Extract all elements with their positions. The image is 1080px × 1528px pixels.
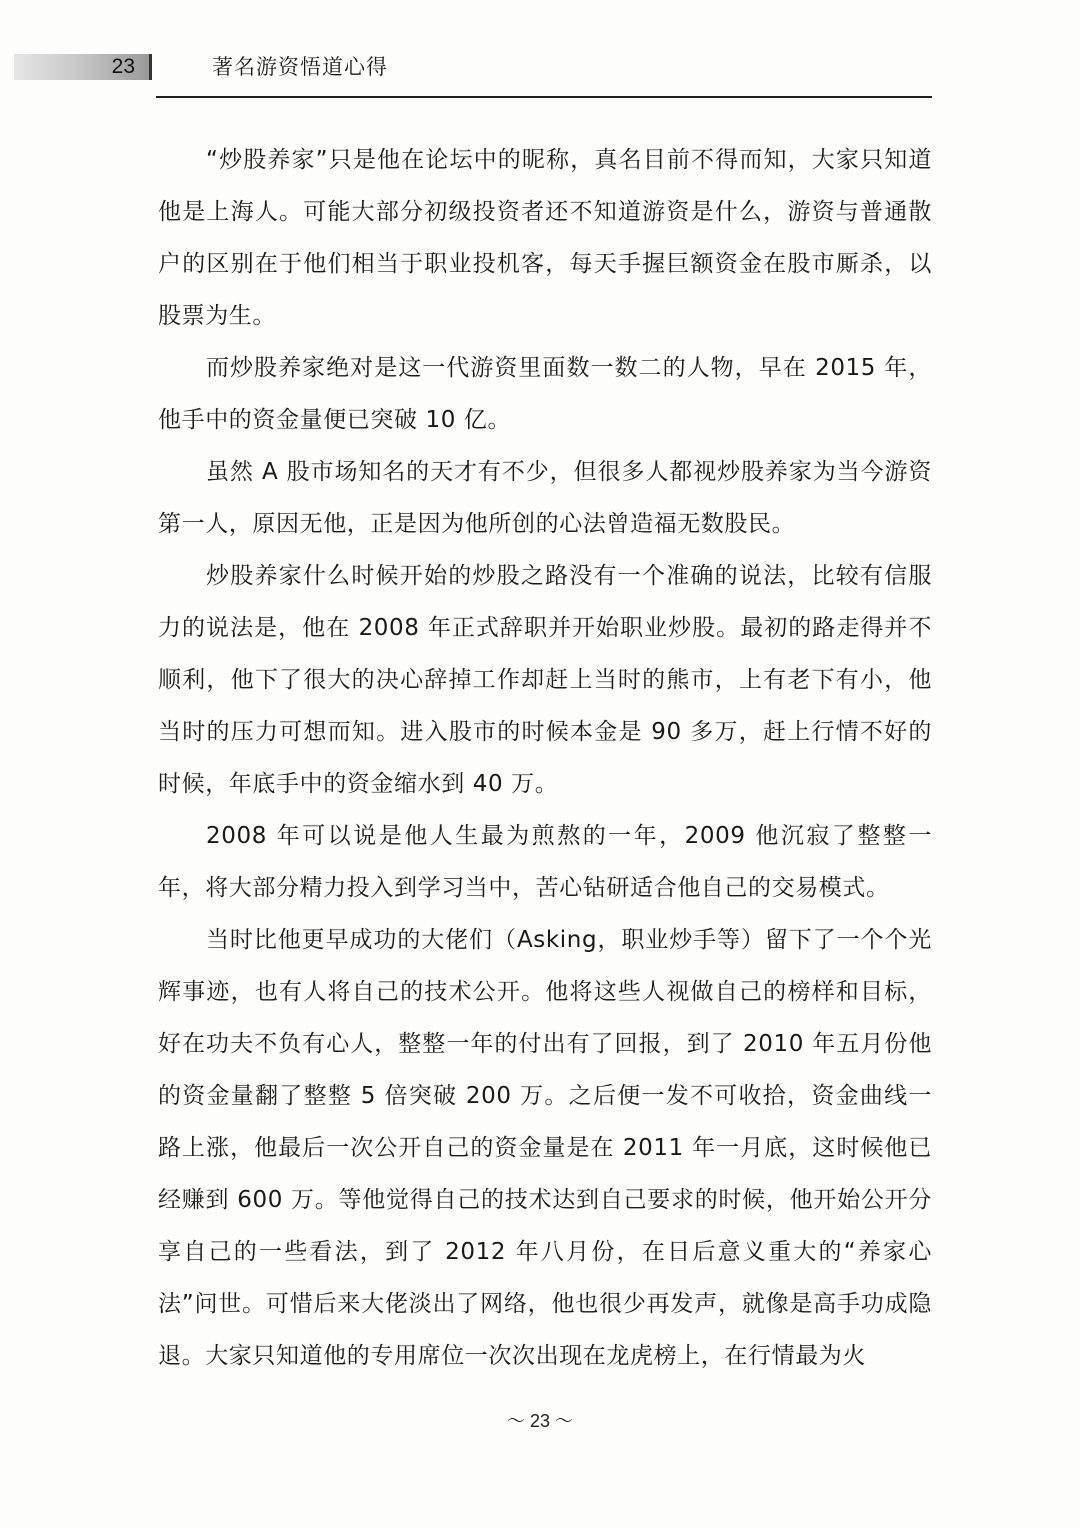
book-title: 著名游资悟道心得 (212, 55, 388, 79)
paragraph: 当时比他更早成功的大佬们（Asking，职业炒手等）留下了一个个光辉事迹，也有人将自己的技术公开。他将这些人视做自己的榜样和目标，好在功夫不负有心人，整整一年的付出有了回报，到了 2010 年五月份他的资金量翻了整整 5 倍突破 200 万。之后便一发不可收拾，资金曲线一路上涨，他最后一次公开自己的资金量是在 2011 年一月底，这时候他已经赚到 600 万。等他觉得自己的技术达到自己要求的时候，他开始公开分享自己的一些看法，到了 2012 年八月份，在日后意义重大的“养家心法”问世。可惜后来大佬淡出了网络，他也很少再发声，就像是高手功成隐退。大家只知道他的专用席位一次次出现在龙虎榜上，在行情最为火 (158, 927, 932, 1369)
paragraph: “炒股养家”只是他在论坛中的昵称，真名目前不得而知，大家只知道他是上海人。可能大部分初级投资者还不知道游资是什么，游资与普通散户的区别在于他们相当于职业投机客，每天手握巨额资金在股市厮杀，以股票为生。 (158, 147, 932, 329)
paragraph: 炒股养家什么时候开始的炒股之路没有一个准确的说法，比较有信服力的说法是，他在 2008 年正式辞职并开始职业炒股。最初的路走得并不顺利，他下了很大的决心辞掉工作却赶上当时的熊市，上有老下有小，他当时的压力可想而知。进入股市的时候本金是 90 多万，赶上行情不好的时候，年底手中的资金缩水到 40 万。 (158, 563, 932, 797)
header-page-number: 23 (111, 55, 135, 78)
page-header (0, 48, 1080, 108)
paragraph: 而炒股养家绝对是这一代游资里面数一数二的人物，早在 2015 年，他手中的资金量便已突破 10 亿。 (158, 355, 932, 433)
page-number-tab (14, 54, 152, 80)
header-divider (156, 96, 932, 98)
paragraph: 虽然 A 股市场知名的天才有不少，但很多人都视炒股养家为当今游资第一人，原因无他，正是因为他所创的心法曾造福无数股民。 (158, 459, 932, 537)
body-text (158, 134, 932, 1382)
page-footer: ～ 23 ～ (506, 1411, 574, 1431)
paragraph: 2008 年可以说是他人生最为煎熬的一年，2009 他沉寂了整整一年，将大部分精力投入到学习当中，苦心钻研适合他自己的交易模式。 (158, 823, 932, 901)
